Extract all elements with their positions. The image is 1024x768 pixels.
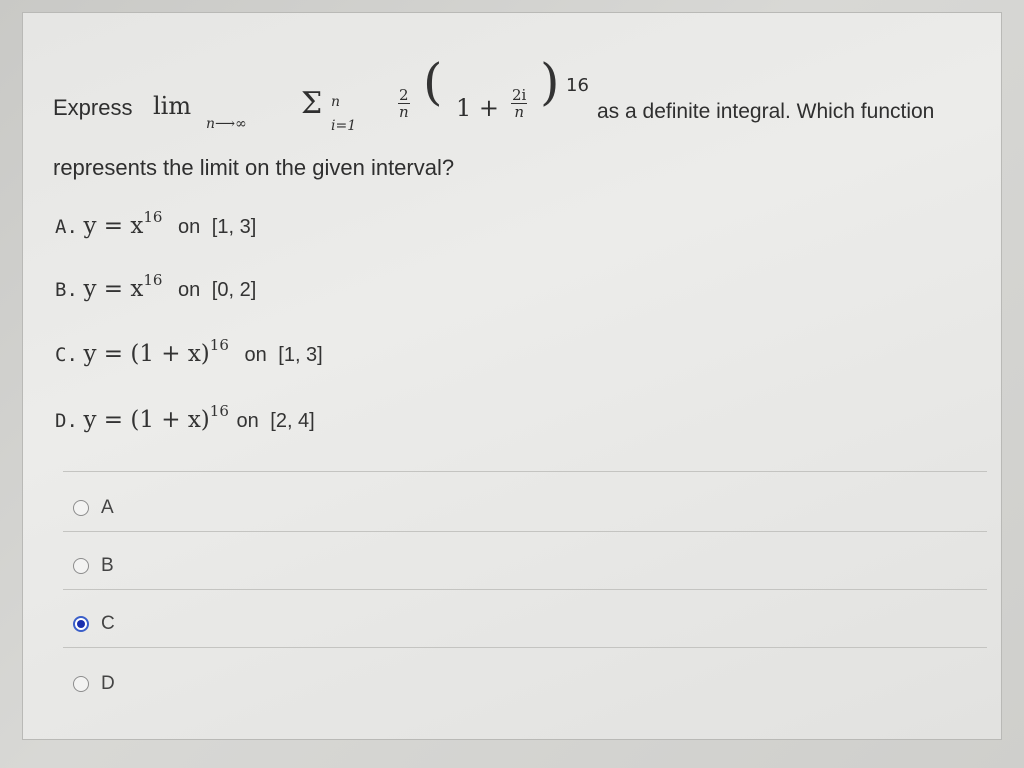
- sigma-symbol: Σ: [301, 86, 323, 121]
- option-letter: A.: [55, 216, 78, 238]
- question-suffix: as a definite integral. Which function: [597, 100, 935, 123]
- fraction-numerator: 2: [399, 86, 409, 104]
- choice-b[interactable]: [73, 551, 114, 581]
- question-prefix: Express: [53, 95, 133, 120]
- open-paren: (: [423, 53, 443, 111]
- option-b: [55, 271, 257, 316]
- radio-button-d[interactable]: [73, 676, 89, 692]
- option-on: on: [236, 410, 259, 432]
- fraction-2-over-n: [398, 87, 410, 120]
- option-a: [55, 208, 257, 253]
- divider: [63, 531, 987, 532]
- radio-button-b[interactable]: [73, 558, 89, 574]
- option-on: on: [244, 344, 267, 366]
- option-c: [55, 336, 323, 381]
- one-plus: 1 +: [456, 94, 500, 122]
- option-expression: y = (1 + x): [83, 407, 210, 433]
- option-expression: y = x: [83, 213, 144, 239]
- option-expression: y = (1 + x): [83, 341, 210, 367]
- choice-label[interactable]: C: [101, 613, 115, 634]
- option-interval: [1, 3]: [211, 216, 257, 238]
- sigma-upper-bound: n: [331, 94, 341, 110]
- option-interval: [1, 3]: [278, 344, 323, 366]
- option-letter: B.: [55, 279, 78, 301]
- option-letter: D.: [55, 410, 78, 432]
- choice-label[interactable]: B: [101, 555, 114, 576]
- radio-button-c-selected[interactable]: [73, 616, 89, 632]
- option-interval: [2, 4]: [270, 410, 315, 432]
- limit-subscript: n⟶∞: [206, 116, 247, 132]
- option-letter: C.: [55, 344, 78, 366]
- question-card: [22, 12, 1002, 740]
- choice-label[interactable]: D: [101, 673, 115, 694]
- choice-label[interactable]: A: [101, 497, 114, 518]
- limit-symbol: lim: [153, 92, 192, 120]
- option-exponent: 16: [209, 402, 229, 420]
- option-interval: [0, 2]: [211, 279, 257, 301]
- radio-button-a[interactable]: [73, 500, 89, 516]
- choice-c[interactable]: [73, 609, 115, 639]
- fraction-denominator: n: [398, 103, 409, 121]
- fraction-denominator: n: [514, 103, 524, 121]
- option-d: [55, 402, 315, 447]
- option-on: on: [177, 279, 201, 301]
- divider: [63, 647, 987, 648]
- sigma-lower-bound: i=1: [331, 118, 357, 134]
- choice-a[interactable]: [73, 493, 114, 523]
- exponent: 16: [566, 75, 589, 96]
- option-exponent: 16: [143, 208, 163, 226]
- choice-d[interactable]: [73, 669, 115, 699]
- divider: [63, 471, 987, 472]
- option-exponent: 16: [143, 271, 163, 289]
- divider: [63, 589, 987, 590]
- option-exponent: 16: [209, 336, 229, 354]
- fraction-numerator: 2i: [512, 86, 527, 104]
- option-expression: y = x: [83, 276, 144, 302]
- close-paren: ): [540, 53, 560, 111]
- question-line-2: represents the limit on the given interval?: [53, 155, 455, 180]
- fraction-2i-over-n: [511, 87, 527, 120]
- option-on: on: [177, 216, 201, 238]
